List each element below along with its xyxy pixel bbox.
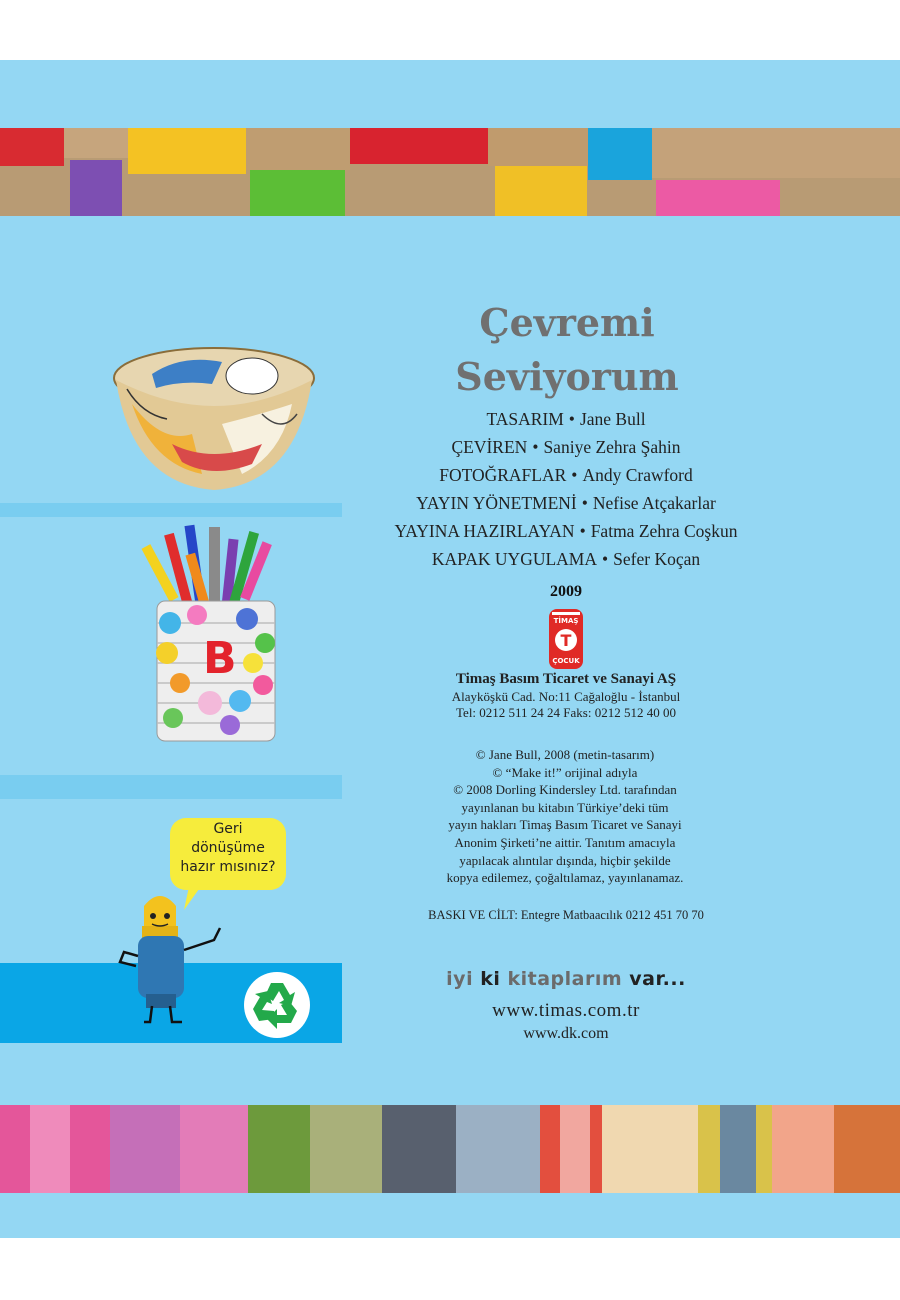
credits-list <box>380 405 752 573</box>
separator: • <box>602 549 609 569</box>
credit-role: ÇEVİREN <box>451 437 528 457</box>
book-title <box>392 296 742 404</box>
slogan-word: iyi <box>446 968 474 990</box>
slogan-word: var... <box>629 968 686 990</box>
svg-text:B: B <box>203 633 237 684</box>
separator: • <box>571 465 578 485</box>
publisher-address: Alayköşkü Cad. No:11 Cağaloğlu - İstanbul <box>451 689 681 704</box>
credit-role: YAYINA HAZIRLAYAN <box>394 521 575 541</box>
separator: • <box>568 409 575 429</box>
slogan <box>380 968 752 990</box>
credit-row <box>380 433 752 461</box>
credit-name: Nefise Atçakarlar <box>592 493 716 513</box>
credit-row <box>380 405 752 433</box>
copyright-line: yapılacak alıntılar dışında, hiçbir şekilde <box>459 852 671 868</box>
publisher-phone: Tel: 0212 511 24 24 Faks: 0212 512 40 00 <box>456 705 676 720</box>
copyright-line: © Jane Bull, 2008 (metin-tasarım) <box>475 747 655 762</box>
speech-bubble <box>170 818 286 890</box>
paper-mache-bowl-image <box>112 344 316 494</box>
credit-role: KAPAK UYGULAMA <box>431 549 597 569</box>
separator: • <box>579 521 586 541</box>
bubble-line-3: hazır mısınız? <box>180 859 276 875</box>
slogan-word: kitaplarım <box>507 968 623 990</box>
top-paper-strip <box>0 128 900 216</box>
separator: • <box>532 437 539 457</box>
credit-row <box>380 545 752 573</box>
website-timas[interactable]: www.timas.com.tr <box>492 1000 640 1021</box>
credit-name: Andy Crawford <box>582 465 693 485</box>
left-band-2 <box>0 775 342 799</box>
logo-bottom-text: ÇOCUK <box>552 657 580 665</box>
left-band-1 <box>0 503 342 517</box>
credit-name: Sefer Koçan <box>613 549 701 569</box>
bubble-line-2: dönüşüme <box>191 840 265 856</box>
website-dk[interactable]: www.dk.com <box>523 1025 609 1042</box>
bottle-character-image <box>116 886 240 1026</box>
title-line-2: Seviyorum <box>455 354 679 399</box>
credit-name: Saniye Zehra Şahin <box>543 437 681 457</box>
pencil-can-image <box>135 523 295 753</box>
logo-top-text: TİMAŞ <box>553 617 579 625</box>
separator: • <box>581 493 588 513</box>
title-line-1: Çevremi <box>479 300 655 345</box>
publisher-name: Timaş Basım Ticaret ve Sanayi AŞ <box>455 671 677 687</box>
copyright-line: yayınlanan bu kitabın Türkiye’deki tüm <box>461 799 669 815</box>
publisher-info <box>380 670 752 721</box>
copyright-line: © 2008 Dorling Kindersley Ltd. tarafından <box>453 782 677 798</box>
recycle-icon <box>243 971 311 1039</box>
credit-row <box>380 489 752 517</box>
credit-row <box>380 461 752 489</box>
print-info: BASKI VE CİLT: Entegre Matbaacılık 0212 451 70 70 <box>428 908 704 922</box>
back-cover-page <box>0 60 900 1238</box>
slogan-word: ki <box>480 968 501 990</box>
credit-role: YAYIN YÖNETMENİ <box>416 493 577 513</box>
copyright-line: Anonim Şirketi’ne aittir. Tanıtım amacıyla <box>454 834 676 850</box>
logo-letter: T <box>560 631 572 650</box>
copyright-line: kopya edilemez, çoğaltılamaz, yayınlanamaz. <box>446 870 684 886</box>
copyright-line: yayın hakları Timaş Basım Ticaret ve Sanayi <box>448 817 682 833</box>
credit-role: FOTOĞRAFLAR <box>439 465 567 485</box>
credit-role: TASARIM <box>486 409 564 429</box>
timas-cocuk-logo <box>548 608 584 670</box>
credit-row <box>380 517 752 545</box>
bubble-line-1: Geri <box>213 821 243 837</box>
bottom-collage-strip <box>0 1105 900 1193</box>
copyright-notice <box>420 746 710 887</box>
copyright-line: © “Make it!” orijinal adıyla <box>492 764 638 780</box>
publication-year: 2009 <box>550 583 582 600</box>
credit-name: Jane Bull <box>579 409 646 429</box>
credit-name: Fatma Zehra Coşkun <box>590 521 738 541</box>
